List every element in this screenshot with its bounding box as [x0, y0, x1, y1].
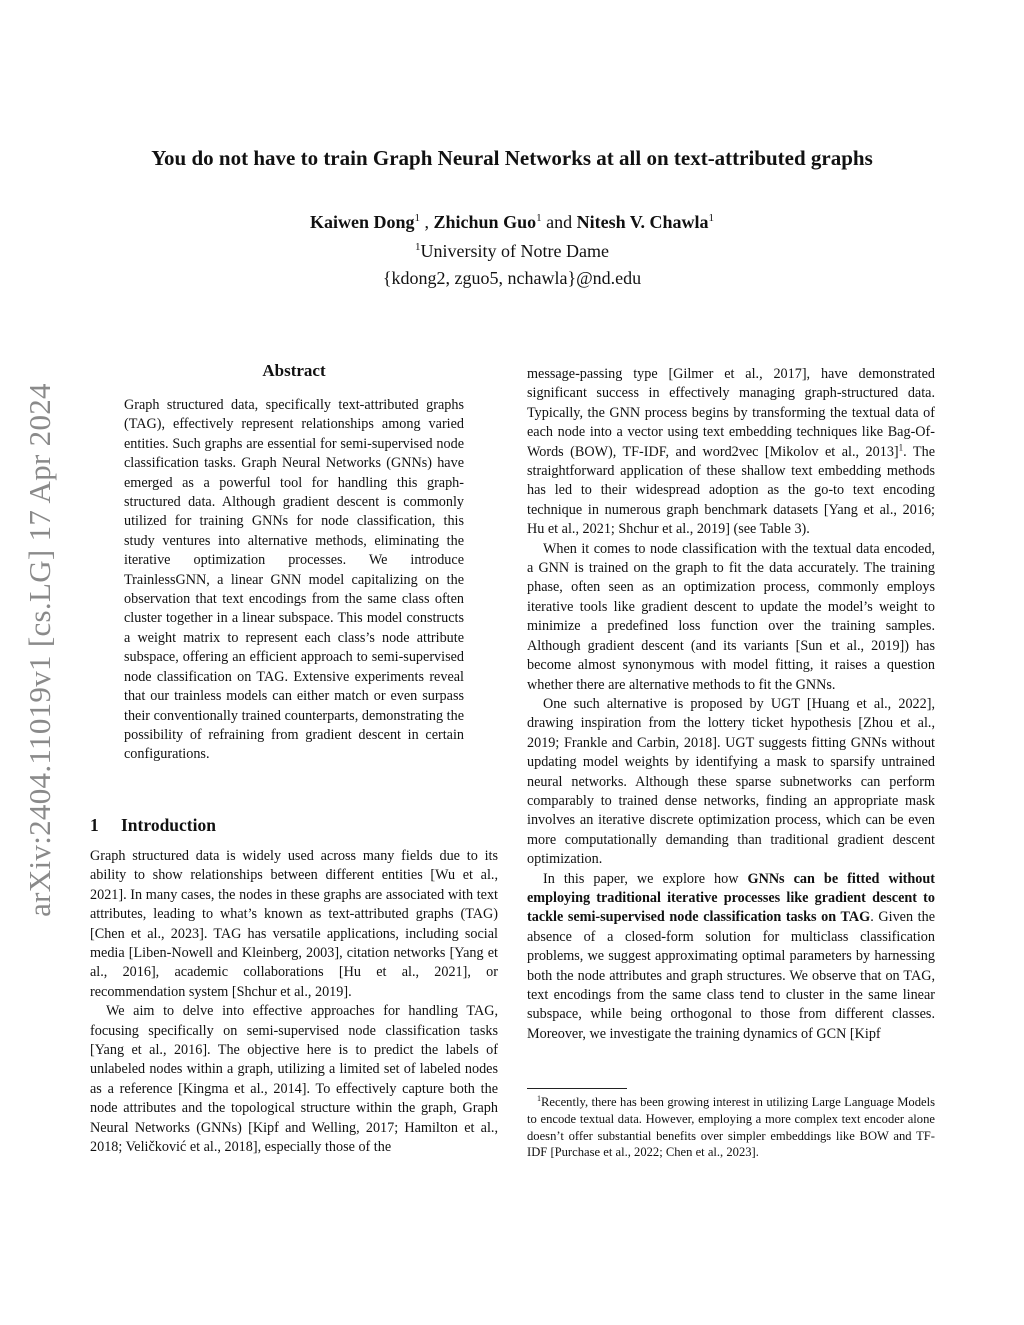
affiliation	[0, 241, 1024, 262]
abstract-heading: Abstract	[262, 361, 326, 380]
arxiv-identifier-text: arXiv:2404.11019v1 [cs.LG] 17 Apr 2024	[22, 383, 57, 917]
right-column-body	[527, 365, 935, 1044]
emphasized-text: GNNs can be fitted without employing traditional iterative processes like gradient descent to tackle semi-supervised node classification tasks on TAG	[527, 870, 935, 926]
author-emails: {kdong2, zguo5, nchawla}@nd.edu	[382, 268, 642, 288]
author-separator: ,	[420, 212, 434, 232]
paragraph-text: message-passing type [Gilmer et al., 2017], have demonstrated significant success in effectively managing graph-structured data. Typically, the GNN process begins by transforming the textual data of each node into a vector using text embedding techniques like Bag-Of-Words (BOW), TF-IDF, and word2vec [Mikolov et al., 2013]	[527, 366, 935, 460]
section-heading-introduction	[90, 815, 498, 836]
affiliation-text: University of Notre Dame	[420, 241, 609, 261]
affiliation-mark: 1	[415, 241, 421, 253]
section-number: 1	[90, 815, 99, 835]
paragraph-text: . Given the absence of a closed-form solution for multiclass classification problems, we suggest approximating optimal parameters by harnessing both the node attributes and graph structures. We observe that on TAG, text encodings from the same class tend to cluster in the same linear subspace, while being orthogonal to those from different classes. Moreover, we investigate the training dynamics of GCN [Kipf	[527, 909, 935, 1042]
paragraph	[527, 870, 935, 1045]
abstract-text: Graph structured data, specifically text-attributed graphs (TAG), effectively represent relationships among varied entities. Such graphs are essential for semi-supervised node classification tasks. Graph Neural Networks (GNNs) have emerged as a powerful tool for handling this graph-structured data. Although gradient descent is commonly utilized for training GNNs for node classification, this study ventures into alternative methods, eliminating the iterative optimization processes. We introduce TrainlessGNN, a linear GNN model capitalizing on the observation that text encodings from the same class often cluster together in a linear subspace. This model constructs a weight matrix to represent each class’s node attribute subspace, offering an efficient approach to semi-supervised node classification on TAG. Extensive experiments reveal that our trainless models can either match or even surpass their conventionally trained counterparts, demonstrating the possibility of refraining from gradient descent in certain configurations.	[124, 397, 464, 763]
paragraph: One such alternative is proposed by UGT [Huang et al., 2022], drawing inspiration from the lottery ticket hypothesis [Zhou et al., 2019; Frankle and Carbin, 2018]. UGT suggests fitting GNNs without updating model weights by identifying a mask to sparsify untrained neural networks. Although these sparse subnetworks can perform comparably to trained dense networks, finding an appropriate mask involves an iterative discrete optimization process, which can be even more computationally demanding than traditional gradient descent optimization.	[527, 695, 935, 868]
footnote-text: Recently, there has been growing interest in utilizing Large Language Models to encode textual data. However, employing a more complex text encoder alone doesn’t offer substantial benefits over simpler embeddings like BOW and TF-IDF [Purchase et al., 2022; Chen et al., 2023].	[527, 1095, 935, 1160]
footnote-divider	[527, 1088, 627, 1089]
paragraph-text: In this paper, we explore how	[543, 870, 748, 887]
section-title: Introduction	[121, 815, 216, 835]
author-name: Kaiwen Dong	[310, 212, 415, 232]
author-affiliation-mark: 1	[536, 212, 542, 224]
author-affiliation-mark: 1	[414, 212, 421, 224]
paragraph	[527, 365, 935, 540]
footnote	[527, 1094, 935, 1161]
paragraph: Graph structured data is widely used across many fields due to its ability to show relationships between different entities [Wu et al., 2021]. In many cases, the nodes in these graphs are associated with text attributes, leading to what’s known as text-attributed graphs (TAG) [Chen et al., 2023]. TAG has versatile applications, including social media [Liben-Nowell and Kleinberg, 2003], citation networks [Yang et al., 2016], academic collaborations [Hu et al., 2021], or recommendation system [Shchur et al., 2019].	[90, 848, 498, 1000]
arxiv-identifier-stamp	[14, 355, 66, 945]
paragraph-text: . The straightforward application of these shallow text embedding methods has led to their widespread adoption as the go-to text encoding technique in numerous graph benchmark datasets [Yang et al., 2016; Hu et al., 2021; Shchur et al., 2019] (see Table 3).	[527, 443, 935, 538]
paper-title: You do not have to train Graph Neural Networks at all on text-attributed graphs	[151, 146, 873, 170]
paragraph: When it comes to node classification with the textual data encoded, a GNN is trained on the graph to fit the data accurately. The training phase, often seen as an optimization process, commonly employs iterative tools like gradient descent to update the model’s weight to minimize a predefined loss function over the training samples. Although gradient descent (and its variants [Sun et al., 2019]) has become almost synonymous with model fitting, it raises a question whether there are alternative methods to fit the GNNs.	[527, 540, 935, 693]
author-name: Zhichun Guo	[433, 212, 537, 232]
footnote-reference: 1	[898, 441, 904, 452]
author-name: Nitesh V. Chawla	[576, 212, 709, 232]
left-column-body	[90, 847, 498, 1158]
author-list	[0, 212, 1024, 233]
footnote-mark: 1	[537, 1093, 541, 1103]
author-separator: and	[541, 212, 577, 232]
author-affiliation-mark: 1	[708, 212, 714, 224]
paragraph: We aim to delve into effective approaches for handling TAG, focusing specifically on semi-supervised node classification tasks [Yang et al., 2016]. The objective here is to predict the labels of unlabeled nodes within a graph, utilizing a limited set of labeled nodes as a reference [Kingma et al., 2014]. To effectively capture both the node attributes and the topological structure within the graph, Graph Neural Networks (GNNs) [Kipf and Welling, 2017; Hamilton et al., 2018; Veličković et al., 2018], especially those of the	[90, 1003, 498, 1156]
